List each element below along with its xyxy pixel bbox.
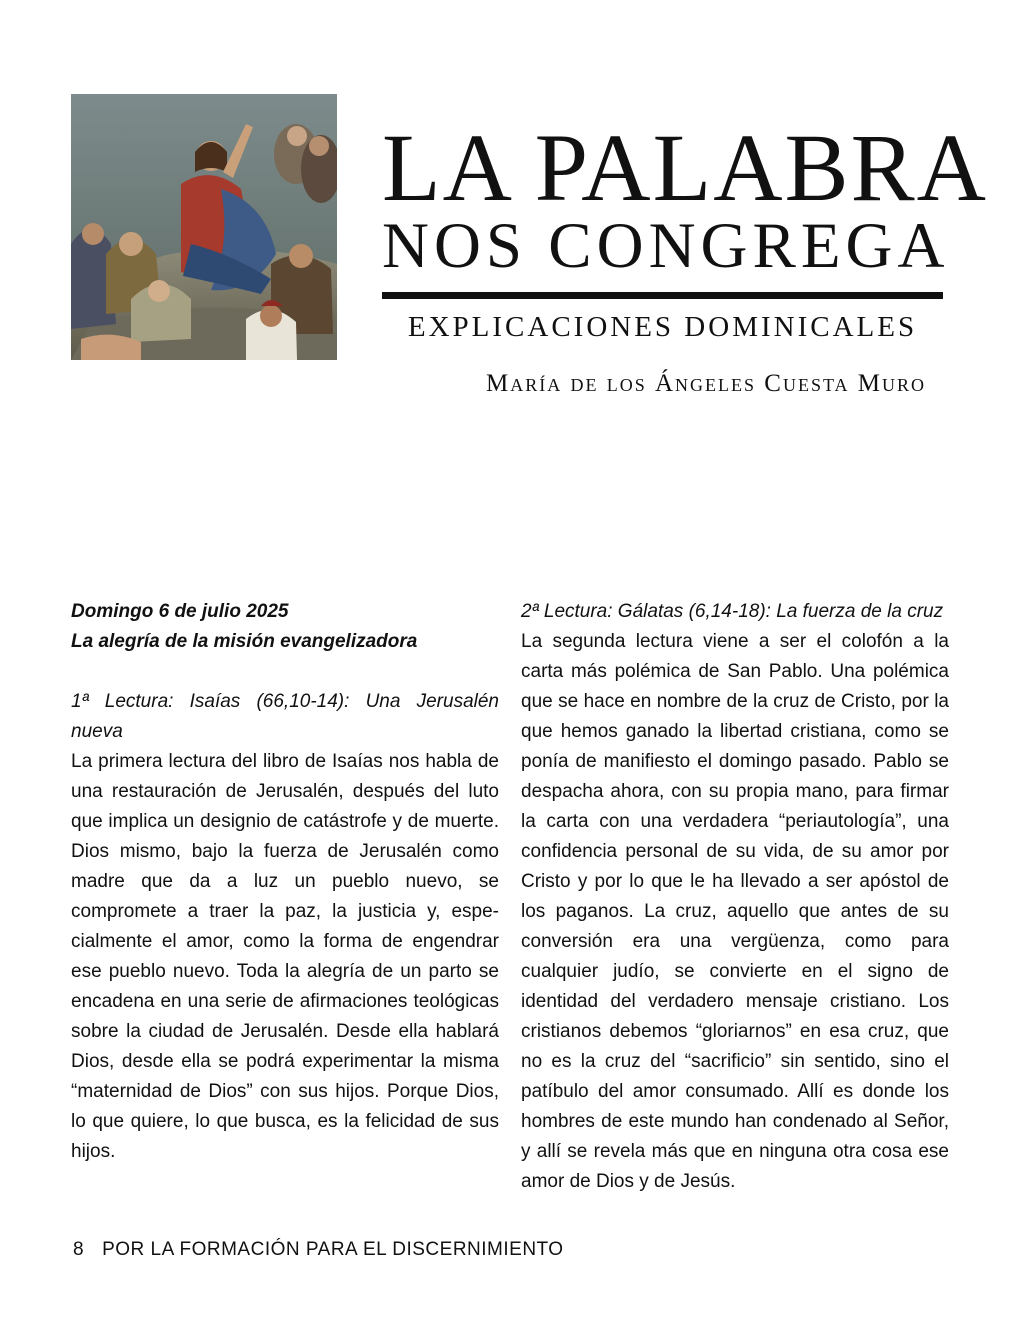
first-reading-body: La primera lectura del libro de Isaías nos habla de una restauración de Jerusalén, después del luto que implica un designio de catástrofe y de muerte. Dios mismo, bajo la fuerza de Jerusalén como madre que da a luz un pueblo nuevo, se compromete a traer la paz, la justicia y, especialmente el amor, como la forma de engendrar ese pueblo nuevo. Toda la alegría de un parto se encadena en una serie de afirmaciones teológicas sobre la ciudad de Jerusalén. Desde ella hablará Dios, desde ella se podrá experimentar la misma “maternidad de Dios” con sus hijos. Porque Dios, lo que quiere, lo que busca, es la felicidad de sus hijos. [71,751,499,1162]
title-divider [382,292,943,299]
author-name: María de los Ángeles Cuesta Muro [486,370,926,397]
left-column [71,597,499,1167]
sunday-theme: La alegría de la misión evangelizadora [71,631,418,652]
sunday-date: Domingo 6 de julio 2025 [71,601,289,622]
section-subtitle: EXPLICACIONES DOMINICALES [407,311,918,343]
right-column [521,597,949,1197]
second-reading-heading: 2ª Lectura: Gálatas (6,14-18): La fuerza de la cruz [521,601,944,622]
page-footer [73,1237,564,1263]
masthead [382,114,988,282]
painting-artwork [71,94,337,360]
sermon-on-the-mount-illustration [71,94,337,360]
paragraph-spacer [71,657,499,687]
publication-name: POR LA FORMACIÓN PARA EL DISCERNIMIENTO [102,1239,564,1260]
page-number: 8 [73,1239,85,1260]
second-reading-body: La segunda lectura viene a ser el colofón a la carta más polémica de San Pablo. Una polémica que se hace en nombre de la cruz de Cristo, por la que hemos ganado la libertad cristiana, como se ponía de manifiesto el domingo pasado. Pablo se despacha ahora, con su propia mano, para firmar la carta con una verdadera “periautología”, una confidencia personal de su vida, de su amor por Cristo y por lo que le ha llevado a ser apóstol de los paganos. La cruz, aquello que antes de su conversión era una vergüenza, como para cualquier judío, se convierte en el signo de identidad del verdadero mensaje cristiano. Los cristianos debemos “gloriarnos” en esa cruz, que no es la cruz del “sacrificio” sin sentido, sino el patíbulo del amor consumado. Allí es donde los hombres de este mundo han condenado al Señor, y allí se revela más que en ninguna otra cosa ese amor de Dios y de Jesús. [521,631,949,1192]
first-reading-heading: 1ª Lectura: Isaías (66,10-14): Una Jerusalén nueva [71,691,499,742]
title-line-nos-congrega: NOS CONGREGA [382,210,950,282]
title-line-la-palabra: LA PALABRA [382,114,988,221]
